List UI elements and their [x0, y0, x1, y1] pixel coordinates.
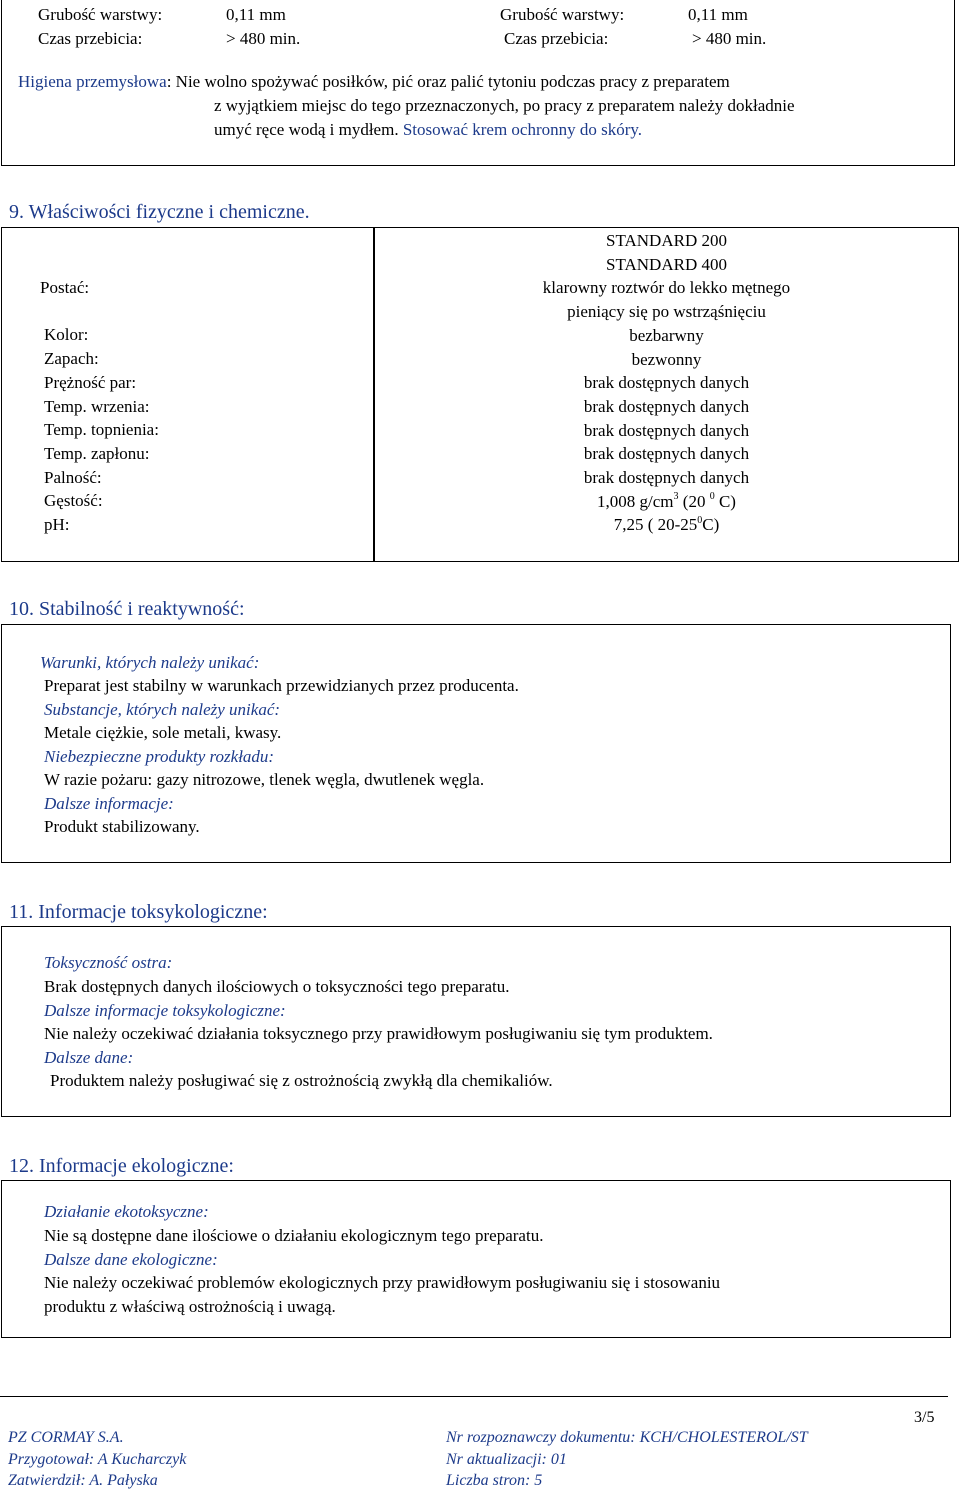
- label-blank: [44, 300, 159, 324]
- density-sup: 3: [673, 491, 679, 503]
- section-12-heading: 12. Informacje ekologiczne:: [9, 1155, 234, 1177]
- page-number: 3/5: [914, 1409, 935, 1426]
- more-info-text: Produkt stabilizowany.: [44, 817, 200, 836]
- value-vapor-pressure: brak dostępnych danych: [583, 373, 750, 393]
- footer-pages: Liczba stron: 5: [446, 1472, 543, 1489]
- decomp-text: W razie pożaru: gazy nitrozowe, tlenek węgla, dwutlenek węgla.: [44, 770, 485, 789]
- tox-more-text: Nie należy oczekiwać działania toksycznego przy prawidłowym posługiwaniu się tym produktem.: [44, 1024, 713, 1043]
- time-value-right: > 480 min.: [692, 29, 767, 48]
- hygiene-line-1: [18, 72, 730, 92]
- ph-sup: 0: [697, 514, 703, 526]
- eco-more-text-2: produktu z właściwą ostrożnością i uwagą.: [44, 1297, 336, 1316]
- density-c: C): [714, 491, 736, 511]
- decomp-label: Niebezpieczne produkty rozkładu:: [44, 747, 275, 766]
- footer-doc-id: Nr rozpoznawczy dokumentu: KCH/CHOLESTEROL/ST: [446, 1429, 808, 1446]
- tox-data-label: Dalsze dane:: [44, 1048, 134, 1067]
- footer-approved: Zatwierdził: A. Pałyska: [8, 1472, 158, 1489]
- hygiene-text-3a: umyć ręce wodą i mydłem.: [214, 120, 403, 139]
- value-flash: brak dostępnych danych: [583, 444, 750, 464]
- eco-more-label: Dalsze dane ekologiczne:: [44, 1250, 218, 1269]
- label-form: Postać:: [40, 278, 90, 297]
- hygiene-line-2: z wyjątkiem miejsc do tego przeznaczonych, po pracy z preparatem należy dokładnie: [214, 96, 795, 115]
- label-flash: Temp. zapłonu:: [44, 443, 150, 463]
- more-info-label: Dalsze informacje:: [44, 794, 174, 813]
- avoid-label: Warunki, których należy unikać:: [40, 653, 260, 672]
- value-form-1: klarowny roztwór do lekko mętnego: [542, 278, 791, 298]
- label-density: Gęstość:: [44, 491, 103, 511]
- label-ph: pH:: [44, 515, 70, 535]
- time-value-left: > 480 min.: [226, 29, 301, 48]
- time-label-left: Czas przebicia:: [38, 29, 143, 48]
- value-color: bezbarwny: [629, 325, 704, 345]
- substances-label: Substancje, których należy unikać:: [44, 700, 281, 719]
- density-b: (20: [678, 491, 710, 511]
- value-density: [374, 490, 959, 514]
- tox-more-label: Dalsze informacje toksykologiczne:: [44, 1001, 286, 1020]
- hygiene-line-3: [214, 120, 642, 140]
- section-11-heading: 11. Informacje toksykologiczne:: [9, 901, 268, 923]
- tox-data-text: Produktem należy posługiwać się z ostrożnością zwykłą dla chemikaliów.: [50, 1071, 553, 1090]
- time-label-right: Czas przebicia:: [504, 29, 609, 48]
- section-9-heading: 9. Właściwości fizyczne i chemiczne.: [9, 201, 310, 223]
- ph-a: 7,25 ( 20-25: [613, 515, 698, 535]
- ph-b: C): [702, 515, 720, 535]
- product-name-2: STANDARD 400: [606, 254, 727, 274]
- value-melting: brak dostępnych danych: [583, 420, 750, 440]
- label-odor: Zapach:: [44, 349, 99, 369]
- value-boiling: brak dostępnych danych: [583, 396, 750, 416]
- hygiene-label: Higiena przemysłowa: [18, 72, 167, 91]
- acute-label: Toksyczność ostra:: [44, 953, 173, 972]
- thickness-label-right: Grubość warstwy:: [500, 5, 625, 24]
- value-odor: bezwonny: [631, 349, 702, 369]
- thickness-label-left: Grubość warstwy:: [38, 5, 163, 24]
- footer-company: PZ CORMAY S.A.: [8, 1429, 124, 1446]
- footer-prepared: Przygotował: A Kucharczyk: [8, 1451, 187, 1468]
- thickness-value-left: 0,11 mm: [226, 5, 286, 24]
- value-ph: [374, 513, 959, 537]
- hygiene-text-1: : Nie wolno spożywać posiłków, pić oraz palić tytoniu podczas pracy z preparatem: [166, 72, 730, 91]
- properties-values: [374, 229, 959, 537]
- section-10-heading: 10. Stabilność i reaktywność:: [9, 598, 245, 620]
- product-name-1: STANDARD 200: [606, 231, 727, 250]
- eco-more-text-1: Nie należy oczekiwać problemów ekologicznych przy prawidłowym posługiwaniu się i stosowaniu: [44, 1273, 721, 1292]
- value-flammability: brak dostępnych danych: [583, 468, 750, 488]
- properties-labels: [40, 276, 159, 537]
- avoid-text: Preparat jest stabilny w warunkach przewidzianych przez producenta.: [44, 676, 519, 695]
- acute-text: Brak dostępnych danych ilościowych o toksyczności tego preparatu.: [44, 977, 510, 996]
- value-form-2: pieniący się po wstrząśnięciu: [567, 302, 766, 322]
- eco-text: Nie są dostępne dane ilościowe o działaniu ekologicznym tego preparatu.: [44, 1226, 544, 1245]
- density-sup2: 0: [709, 491, 715, 503]
- footer-revision: Nr aktualizacji: 01: [446, 1451, 567, 1468]
- label-melting: Temp. topnienia:: [44, 420, 159, 440]
- eco-label: Działanie ekotoksyczne:: [44, 1202, 209, 1221]
- label-color: Kolor:: [44, 325, 89, 345]
- label-boiling: Temp. wrzenia:: [44, 396, 150, 416]
- label-vapor-pressure: Prężność par:: [44, 372, 137, 392]
- thickness-value-right: 0,11 mm: [688, 5, 748, 24]
- substances-text: Metale ciężkie, sole metali, kwasy.: [44, 723, 282, 742]
- density-a: 1,008 g/cm: [597, 491, 674, 511]
- footer-rule: [0, 1396, 948, 1397]
- label-flammability: Palność:: [44, 467, 102, 487]
- hygiene-text-3b: Stosować krem ochronny do skóry.: [402, 120, 643, 139]
